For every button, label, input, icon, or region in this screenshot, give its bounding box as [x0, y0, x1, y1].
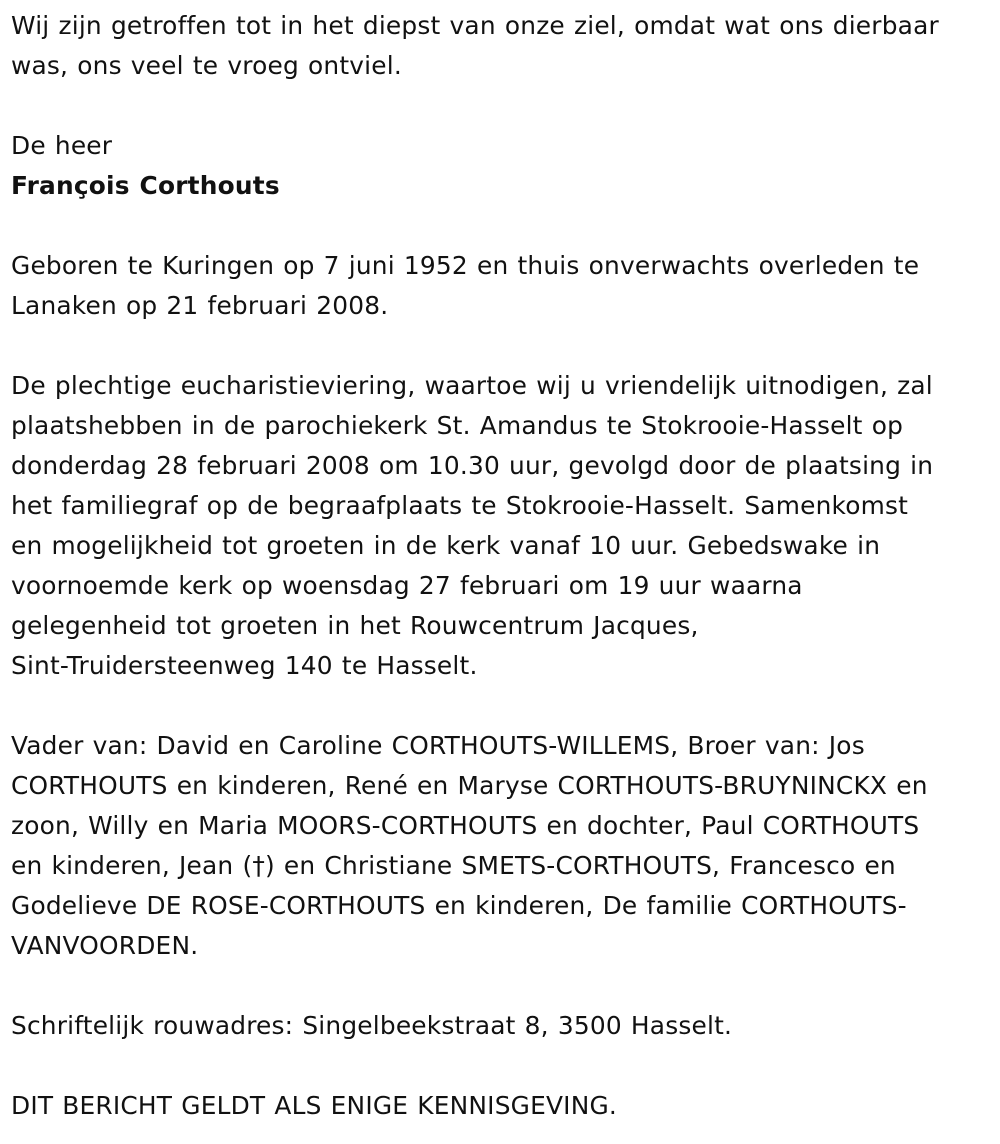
ceremony-line: het familiegraf op de begraafplaats te Stokrooie-Hasselt. Samenkomst: [11, 491, 909, 520]
ceremony-line: De plechtige eucharistieviering, waartoe wij u vriendelijk uitnodigen, zal: [11, 371, 933, 400]
closing-notice: DIT BERICHT GELDT ALS ENIGE KENNISGEVING.: [11, 1091, 617, 1120]
ceremony-line: en mogelijkheid tot groeten in de kerk vanaf 10 uur. Gebedswake in: [11, 531, 881, 560]
ceremony-line: plaatshebben in de parochiekerk St. Amandus te Stokrooie-Hasselt op: [11, 411, 904, 440]
birth-death-line: Geboren te Kuringen op 7 juni 1952 en thuis onverwachts overleden te: [11, 251, 920, 280]
family-line: en kinderen, Jean (†) en Christiane SMETS-CORTHOUTS, Francesco en: [11, 851, 896, 880]
family-line: zoon, Willy en Maria MOORS-CORTHOUTS en dochter, Paul CORTHOUTS: [11, 811, 920, 840]
intro-line: Wij zijn getroffen tot in het diepst van onze ziel, omdat wat ons dierbaar: [11, 11, 939, 40]
family-line: CORTHOUTS en kinderen, René en Maryse CORTHOUTS-BRUYNINCKX en: [11, 771, 928, 800]
ceremony-line: Sint-Truidersteenweg 140 te Hasselt.: [11, 651, 478, 680]
family-paragraph: [11, 726, 1000, 966]
intro-paragraph: [11, 6, 1000, 86]
mourning-address: Schriftelijk rouwadres: Singelbeekstraat 8, 3500 Hasselt.: [11, 1011, 733, 1040]
family-line: Godelieve DE ROSE-CORTHOUTS en kinderen, De familie CORTHOUTS-: [11, 891, 907, 920]
salutation: De heer: [11, 131, 113, 160]
birth-death-paragraph: [11, 246, 1000, 326]
closing-paragraph: [11, 1086, 1000, 1126]
deceased-name: François Corthouts: [11, 171, 280, 200]
family-line: Vader van: David en Caroline CORTHOUTS-WILLEMS, Broer van: Jos: [11, 731, 865, 760]
family-line: VANVOORDEN.: [11, 931, 199, 960]
deceased-heading: [11, 126, 1000, 206]
ceremony-line: donderdag 28 februari 2008 om 10.30 uur, gevolgd door de plaatsing in: [11, 451, 934, 480]
ceremony-paragraph: [11, 366, 1000, 686]
intro-line: was, ons veel te vroeg ontviel.: [11, 51, 402, 80]
birth-death-line: Lanaken op 21 februari 2008.: [11, 291, 389, 320]
ceremony-line: gelegenheid tot groeten in het Rouwcentrum Jacques,: [11, 611, 699, 640]
address-paragraph: [11, 1006, 1000, 1046]
ceremony-line: voornoemde kerk op woensdag 27 februari om 19 uur waarna: [11, 571, 803, 600]
